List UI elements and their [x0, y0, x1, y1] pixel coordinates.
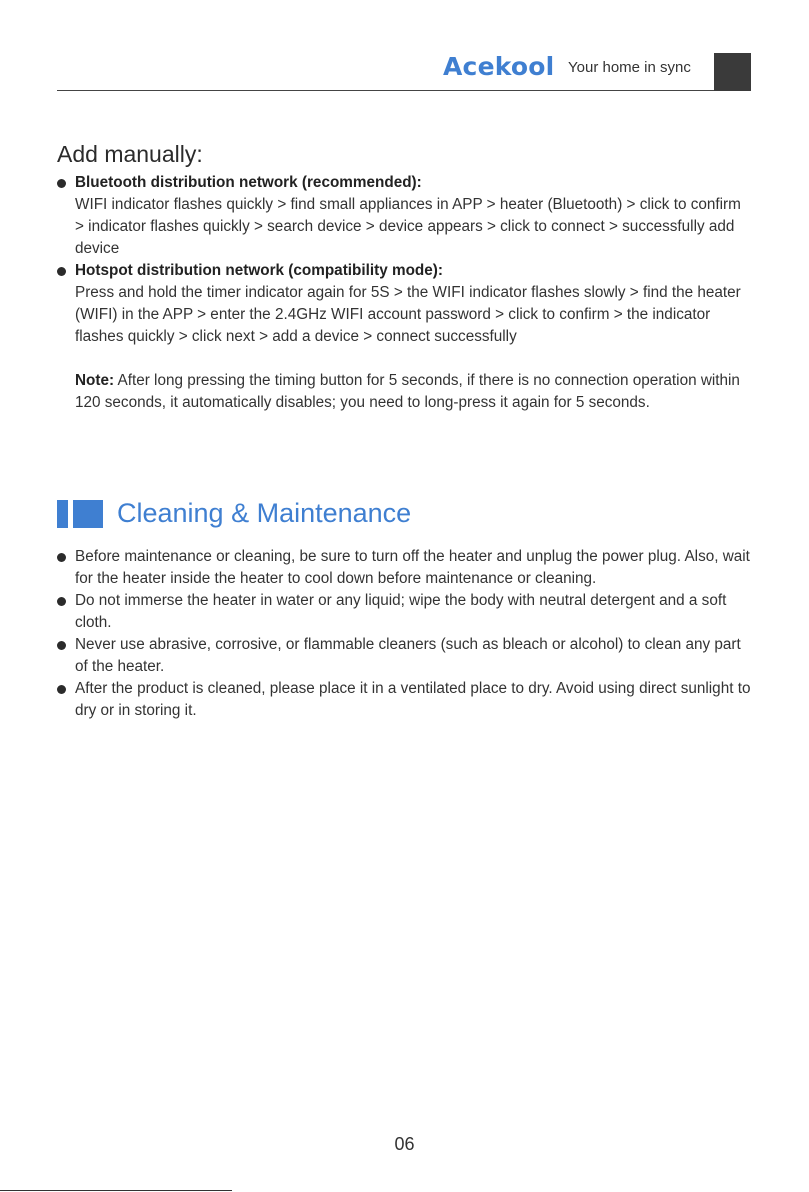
brand-tagline: Your home in sync	[568, 59, 691, 76]
add-manually-list	[57, 172, 751, 348]
note-text: After long pressing the timing button for 5 seconds, if there is no connection operation within 120 seconds, it automatically disables; you need to long-press it again for 5 seconds.	[75, 372, 740, 411]
page-header	[57, 52, 751, 92]
list-item	[57, 678, 751, 722]
list-item-title: Hotspot distribution network (compatibility mode):	[75, 262, 443, 279]
bullet-icon	[57, 553, 66, 562]
cleaning-section-header	[57, 500, 751, 530]
add-manually-heading: Add manually:	[57, 141, 203, 167]
list-item-text: Before maintenance or cleaning, be sure to turn off the heater and unplug the power plug. Also, wait for the heater inside the heater to cool down before maintenance or cleaning.	[75, 548, 750, 587]
note-label: Note:	[75, 372, 115, 389]
section-marker-small	[57, 500, 68, 528]
list-item	[57, 260, 751, 348]
footer-rule	[0, 1190, 232, 1191]
list-item	[57, 590, 751, 634]
list-item	[57, 546, 751, 590]
page-number: 06	[394, 1134, 415, 1154]
cleaning-list	[57, 546, 751, 722]
header-dark-block	[714, 53, 751, 91]
list-item	[57, 172, 751, 260]
bullet-icon	[57, 267, 66, 276]
bullet-icon	[57, 685, 66, 694]
cleaning-heading: Cleaning & Maintenance	[117, 498, 412, 528]
bullet-icon	[57, 179, 66, 188]
header-divider	[57, 90, 714, 91]
brand-logo: Acekool	[443, 52, 555, 81]
bullet-icon	[57, 597, 66, 606]
list-item-title: Bluetooth distribution network (recommended):	[75, 174, 422, 191]
bullet-icon	[57, 641, 66, 650]
list-item-text: After the product is cleaned, please place it in a ventilated place to dry. Avoid using direct sunlight to dry or in storing it.	[75, 680, 751, 719]
list-item-text: Press and hold the timer indicator again for 5S > the WIFI indicator flashes slowly > find the heater (WIFI) in the APP > enter the 2.4GHz WIFI account password > click to confirm > the indicator flashes quickly > click next > add a device > connect successfully	[75, 284, 741, 345]
list-item-text: Never use abrasive, corrosive, or flammable cleaners (such as bleach or alcohol) to clean any part of the heater.	[75, 636, 741, 675]
list-item	[57, 634, 751, 678]
note-paragraph	[75, 370, 751, 414]
section-marker-large	[73, 500, 103, 528]
list-item-text: Do not immerse the heater in water or any liquid; wipe the body with neutral detergent and a soft cloth.	[75, 592, 727, 631]
list-item-text: WIFI indicator flashes quickly > find small appliances in APP > heater (Bluetooth) > click to confirm > indicator flashes quickly > search device > device appears > click to connect > successfully add device	[75, 196, 741, 257]
